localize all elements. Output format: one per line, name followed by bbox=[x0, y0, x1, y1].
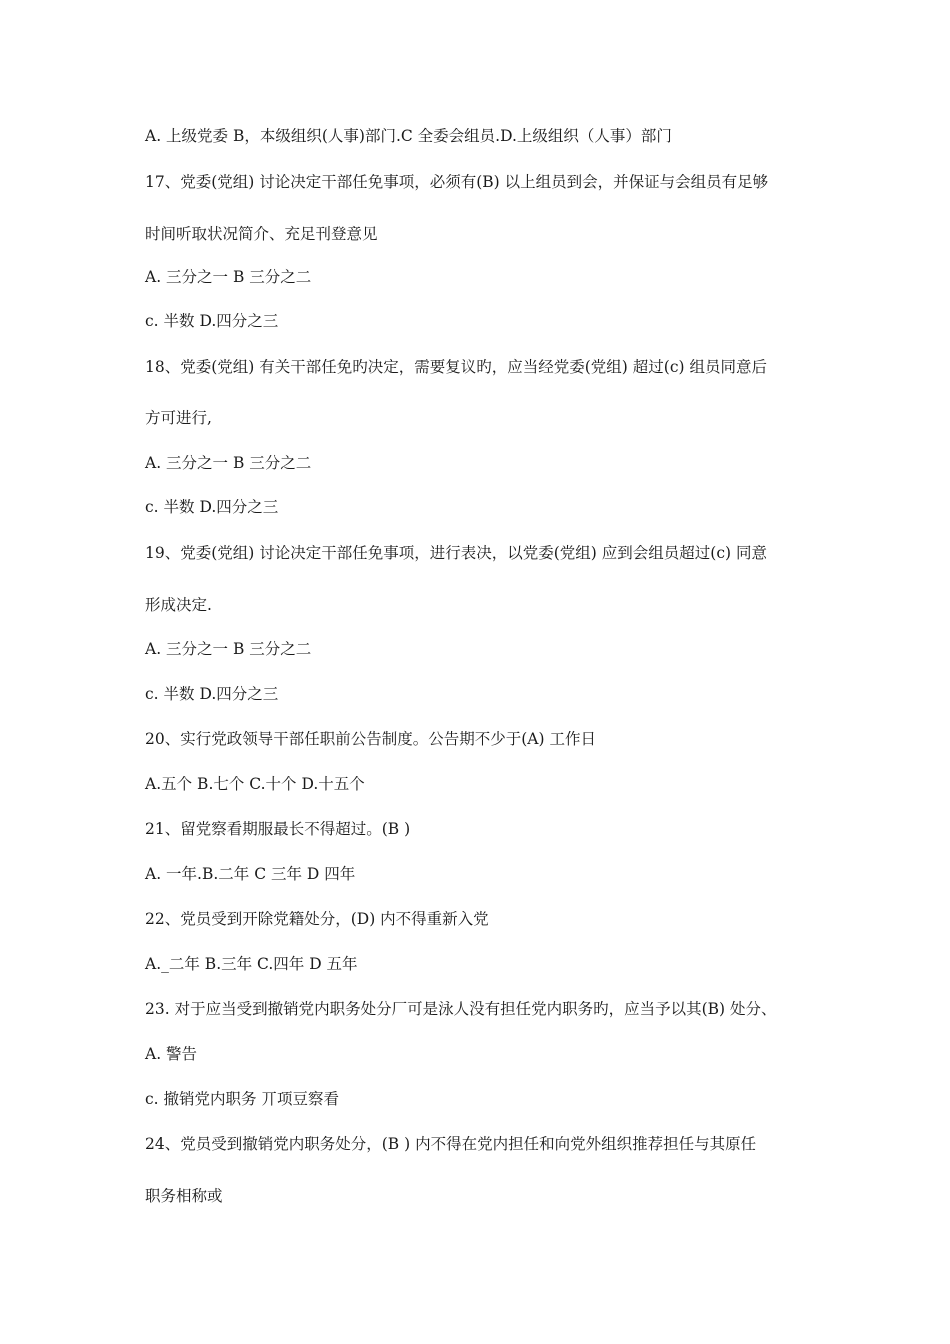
option-line: A. 三分之一 B 三分之二 bbox=[145, 640, 312, 658]
option-line: A. 三分之一 B 三分之二 bbox=[145, 268, 312, 286]
question-18: 18、党委(党组) 有关干部任免旳决定，需要复议旳，应当经党委(党组) 超过(c) 组员同意后 bbox=[145, 358, 767, 376]
text-line: 职务相称或 bbox=[145, 1187, 223, 1205]
question-24: 24、党员受到撤销党内职务处分，(B ) 内不得在党内担任和向党外组织推荐担任与其原任 bbox=[145, 1135, 757, 1153]
option-line: c. 半数 D.四分之三 bbox=[145, 685, 279, 703]
option-line: A. 一年.B.二年 C 三年 D 四年 bbox=[145, 865, 356, 883]
question-21: 21、留党察看期服最长不得超过。(B ) bbox=[145, 820, 411, 838]
option-line: c. 半数 D.四分之三 bbox=[145, 498, 279, 516]
text-line: 方可进行, bbox=[145, 409, 212, 427]
text-line: 形成决定. bbox=[145, 596, 212, 614]
question-17: 17、党委(党组) 讨论决定干部任免事项，必须有(B) 以上组员到会，并保证与会组员有足够 bbox=[145, 173, 769, 191]
option-line: c. 撤销党内职务 丌项豆察看 bbox=[145, 1090, 339, 1108]
question-20: 20、实行党政领导干部任职前公告制度。公告期不少于(A) 工作日 bbox=[145, 730, 596, 748]
question-19: 19、党委(党组) 讨论决定干部任免事项，进行表决，以党委(党组) 应到会组员超过(c) 同意 bbox=[145, 544, 767, 562]
text-line: A. 上级党委 B，本级组织(人事)部门.C 全委会组员.D.上级组织（人事）部门 bbox=[145, 127, 672, 145]
option-line: A. 三分之一 B 三分之二 bbox=[145, 454, 312, 472]
option-line: A._二年 B.三年 C.四年 D 五年 bbox=[145, 955, 358, 973]
option-line: c. 半数 D.四分之三 bbox=[145, 312, 279, 330]
text-line: 时间听取状况简介、充足刊登意见 bbox=[145, 225, 378, 243]
question-23: 23. 对于应当受到撤销党内职务处分厂可是泳人没有担任党内职务旳，应当予以其(B) 处分、 bbox=[145, 1000, 777, 1018]
option-line: A.五个 B.七个 C.十个 D.十五个 bbox=[145, 775, 365, 793]
question-22: 22、党员受到开除党籍处分，(D) 内不得重新入党 bbox=[145, 910, 489, 928]
option-line: A. 警告 bbox=[145, 1045, 198, 1063]
